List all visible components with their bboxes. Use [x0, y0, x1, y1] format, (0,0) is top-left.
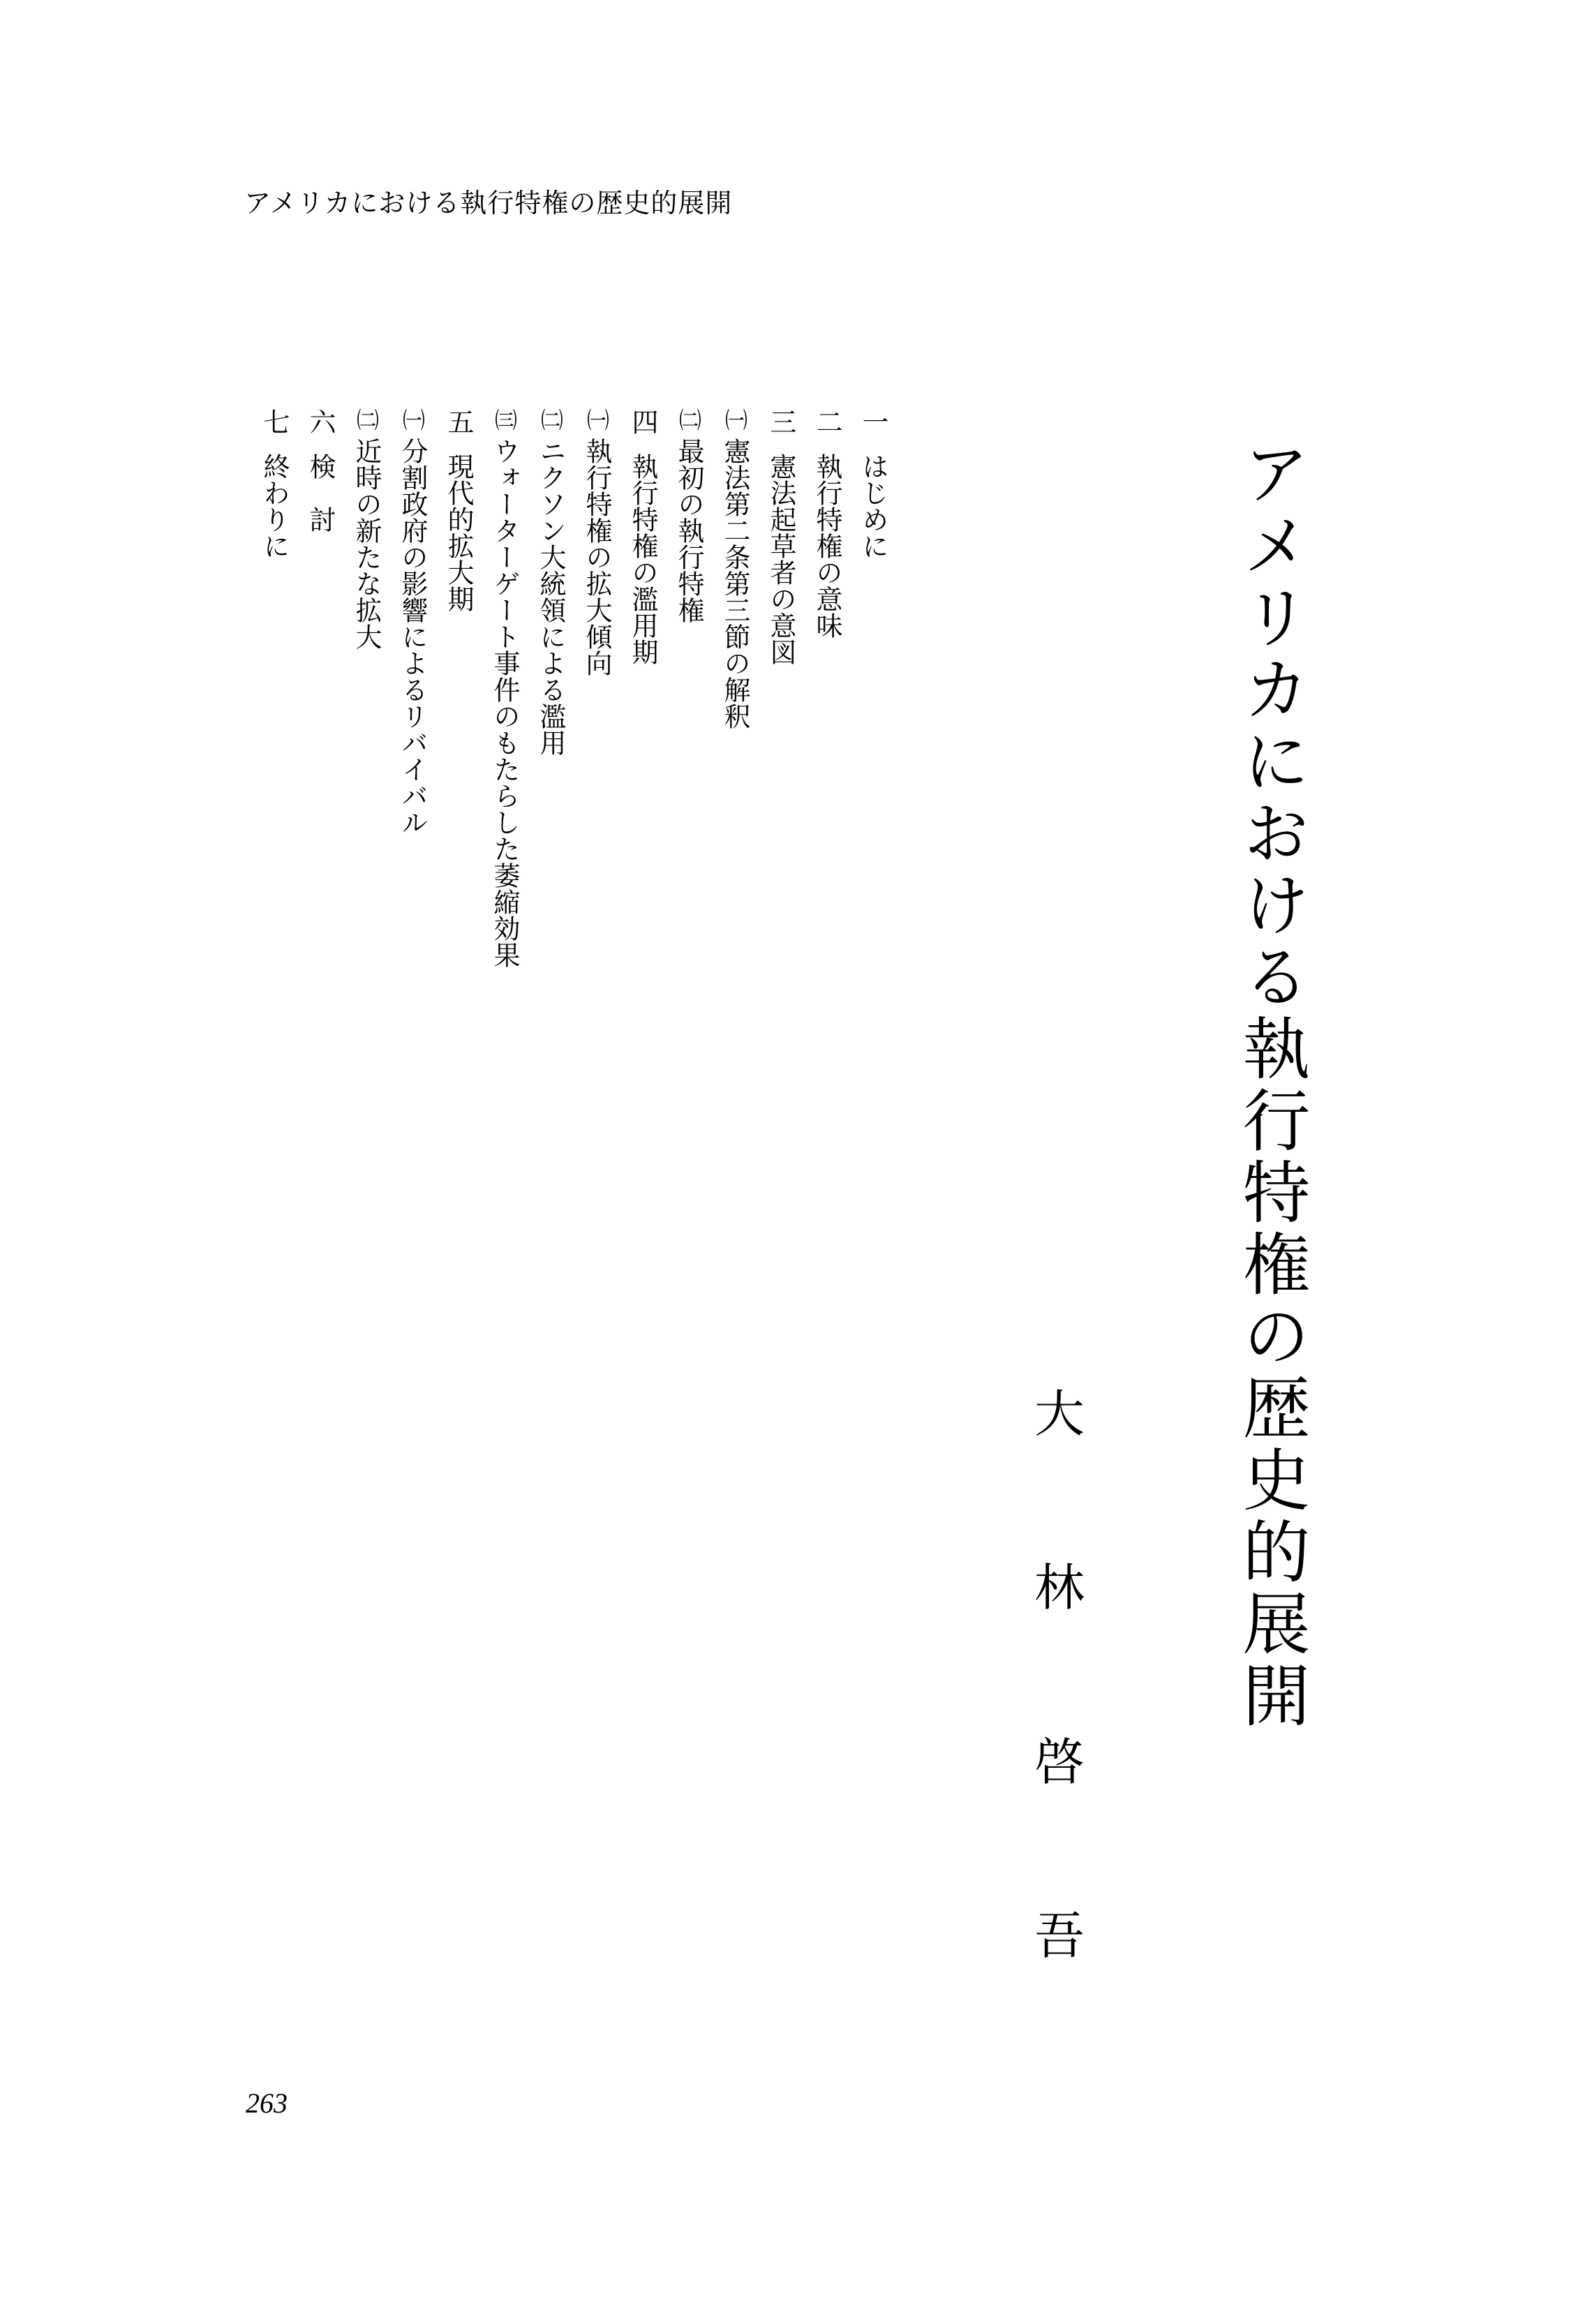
toc-label: 執行特権の意味	[812, 453, 842, 639]
toc-label: 憲法第二条第三節の解釈	[720, 438, 750, 729]
toc-label: 現代的拡大期	[443, 453, 474, 612]
toc-label: 執行特権の拡大傾向	[581, 438, 612, 676]
toc-label: 分割政府の影響によるリバイバル	[397, 438, 428, 835]
toc-item	[488, 408, 521, 968]
toc-item	[810, 408, 844, 639]
toc-item	[626, 408, 660, 665]
toc-marker: ㈢	[491, 408, 518, 431]
toc-label: ウォーターゲート事件のもたらした萎縮効果	[489, 438, 520, 968]
toc-item	[718, 408, 752, 729]
table-of-contents	[248, 408, 890, 1106]
toc-marker: ㈡	[676, 408, 702, 431]
author-name	[1025, 1385, 1094, 1965]
toc-marker: 七	[259, 408, 290, 435]
author-char: 林	[1034, 1558, 1085, 1618]
toc-label: はじめに	[858, 453, 888, 559]
article-title: アメリカにおける執行特権の歴史的展開	[1231, 438, 1310, 1732]
toc-item	[534, 408, 567, 756]
toc-marker: ㈠	[399, 408, 426, 431]
page-number: 263	[246, 2087, 288, 2119]
author-char: 大	[1034, 1385, 1085, 1443]
toc-marker: 四	[627, 408, 658, 435]
toc-marker: 五	[443, 408, 474, 435]
running-head: アメリカにおける執行特権の歴史的展開	[244, 188, 733, 218]
toc-item	[442, 408, 475, 612]
toc-label: 最初の執行特権	[673, 438, 704, 623]
toc-item	[304, 408, 337, 532]
toc-marker: ㈠	[722, 408, 748, 431]
toc-item	[856, 408, 890, 559]
toc-label: 検 討	[305, 453, 336, 532]
author-char: 啓	[1034, 1732, 1085, 1792]
toc-item	[764, 408, 798, 665]
toc-marker: 三	[766, 408, 796, 435]
toc-label: 終わりに	[259, 453, 290, 559]
toc-marker: 一	[858, 408, 888, 435]
toc-marker: ㈡	[353, 408, 380, 431]
toc-marker: 六	[305, 408, 336, 435]
toc-item	[672, 408, 706, 623]
toc-label: ニクソン大統領による濫用	[535, 438, 566, 756]
toc-item	[580, 408, 613, 676]
toc-label: 憲法起草者の意図	[766, 453, 796, 665]
toc-item	[258, 408, 291, 559]
toc-marker: ㈡	[537, 408, 564, 431]
author-char: 吾	[1034, 1906, 1085, 1965]
toc-label: 近時の新たな拡大	[351, 438, 382, 650]
toc-label: 執行特権の濫用期	[627, 453, 658, 665]
toc-item	[350, 408, 383, 650]
toc-marker: 二	[812, 408, 842, 435]
toc-item	[396, 408, 429, 835]
toc-marker: ㈠	[583, 408, 610, 431]
